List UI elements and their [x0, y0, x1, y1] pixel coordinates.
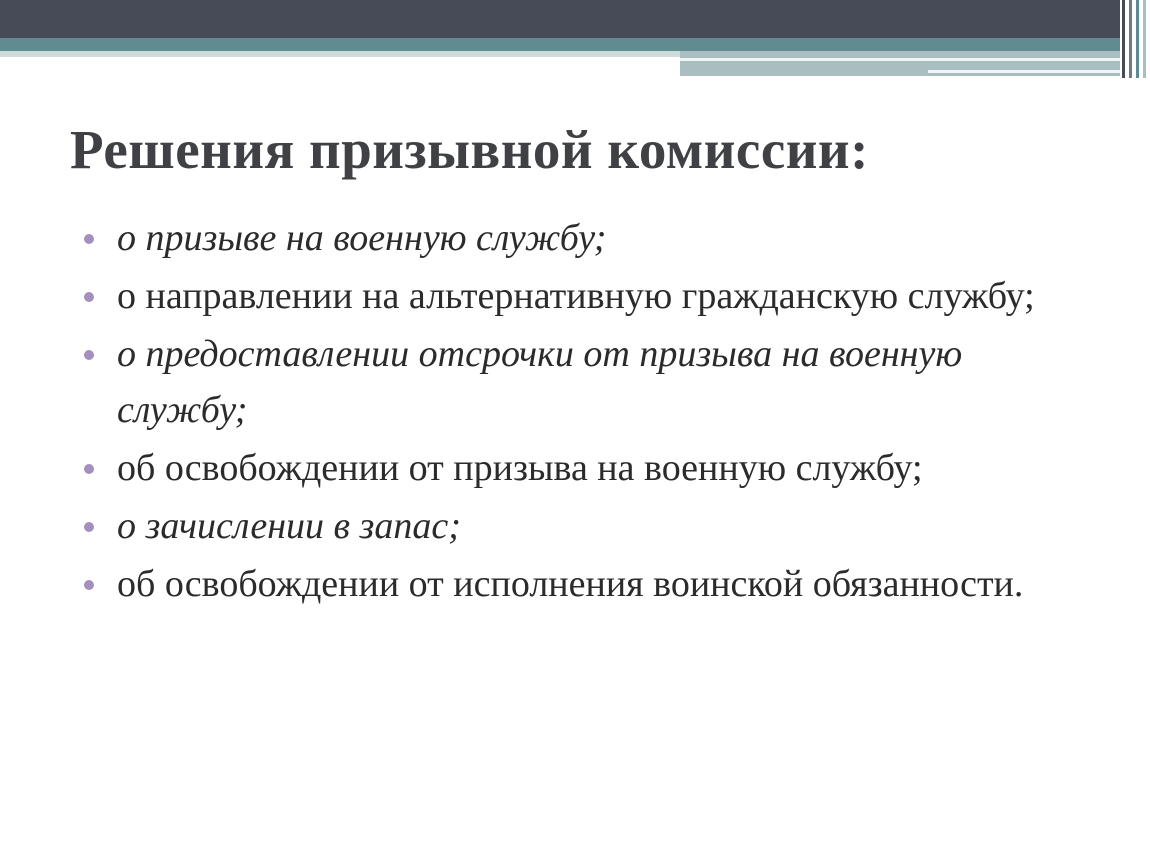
decision-list: [84, 210, 1084, 614]
header-band-dark: [0, 0, 1150, 38]
round-bullet-icon: [84, 580, 94, 590]
round-bullet-icon: [84, 234, 94, 244]
list-item: [84, 498, 1084, 554]
round-bullet-icon: [84, 350, 94, 360]
round-bullet-icon: [84, 292, 94, 302]
header-band-light: [0, 51, 680, 57]
header-stripe: [680, 58, 1120, 61]
list-item: [84, 210, 1084, 266]
header-band-teal: [0, 38, 1150, 51]
header-stripe: [928, 70, 1128, 73]
list-item-text: об освобождении от исполнения воинской обязанности.: [117, 563, 1024, 605]
list-item: [84, 440, 1084, 496]
list-item-text: об освобождении от призыва на военную службу;: [117, 447, 923, 489]
header-edge-bars: [1120, 0, 1150, 78]
list-item-text: о направлении на альтернативную гражданскую службу;: [117, 275, 1035, 317]
list-item: [84, 268, 1084, 324]
slide-title: Решения призывной комиссии:: [70, 119, 869, 180]
list-item-text: о призыве на военную службу;: [117, 217, 607, 259]
list-item-text: о предоставлении отсрочки от призыва на военную службу;: [117, 333, 963, 431]
list-item: [84, 326, 1084, 438]
list-item-text: о зачислении в запас;: [117, 505, 461, 547]
round-bullet-icon: [84, 522, 94, 532]
round-bullet-icon: [84, 464, 94, 474]
list-item: [84, 556, 1084, 612]
